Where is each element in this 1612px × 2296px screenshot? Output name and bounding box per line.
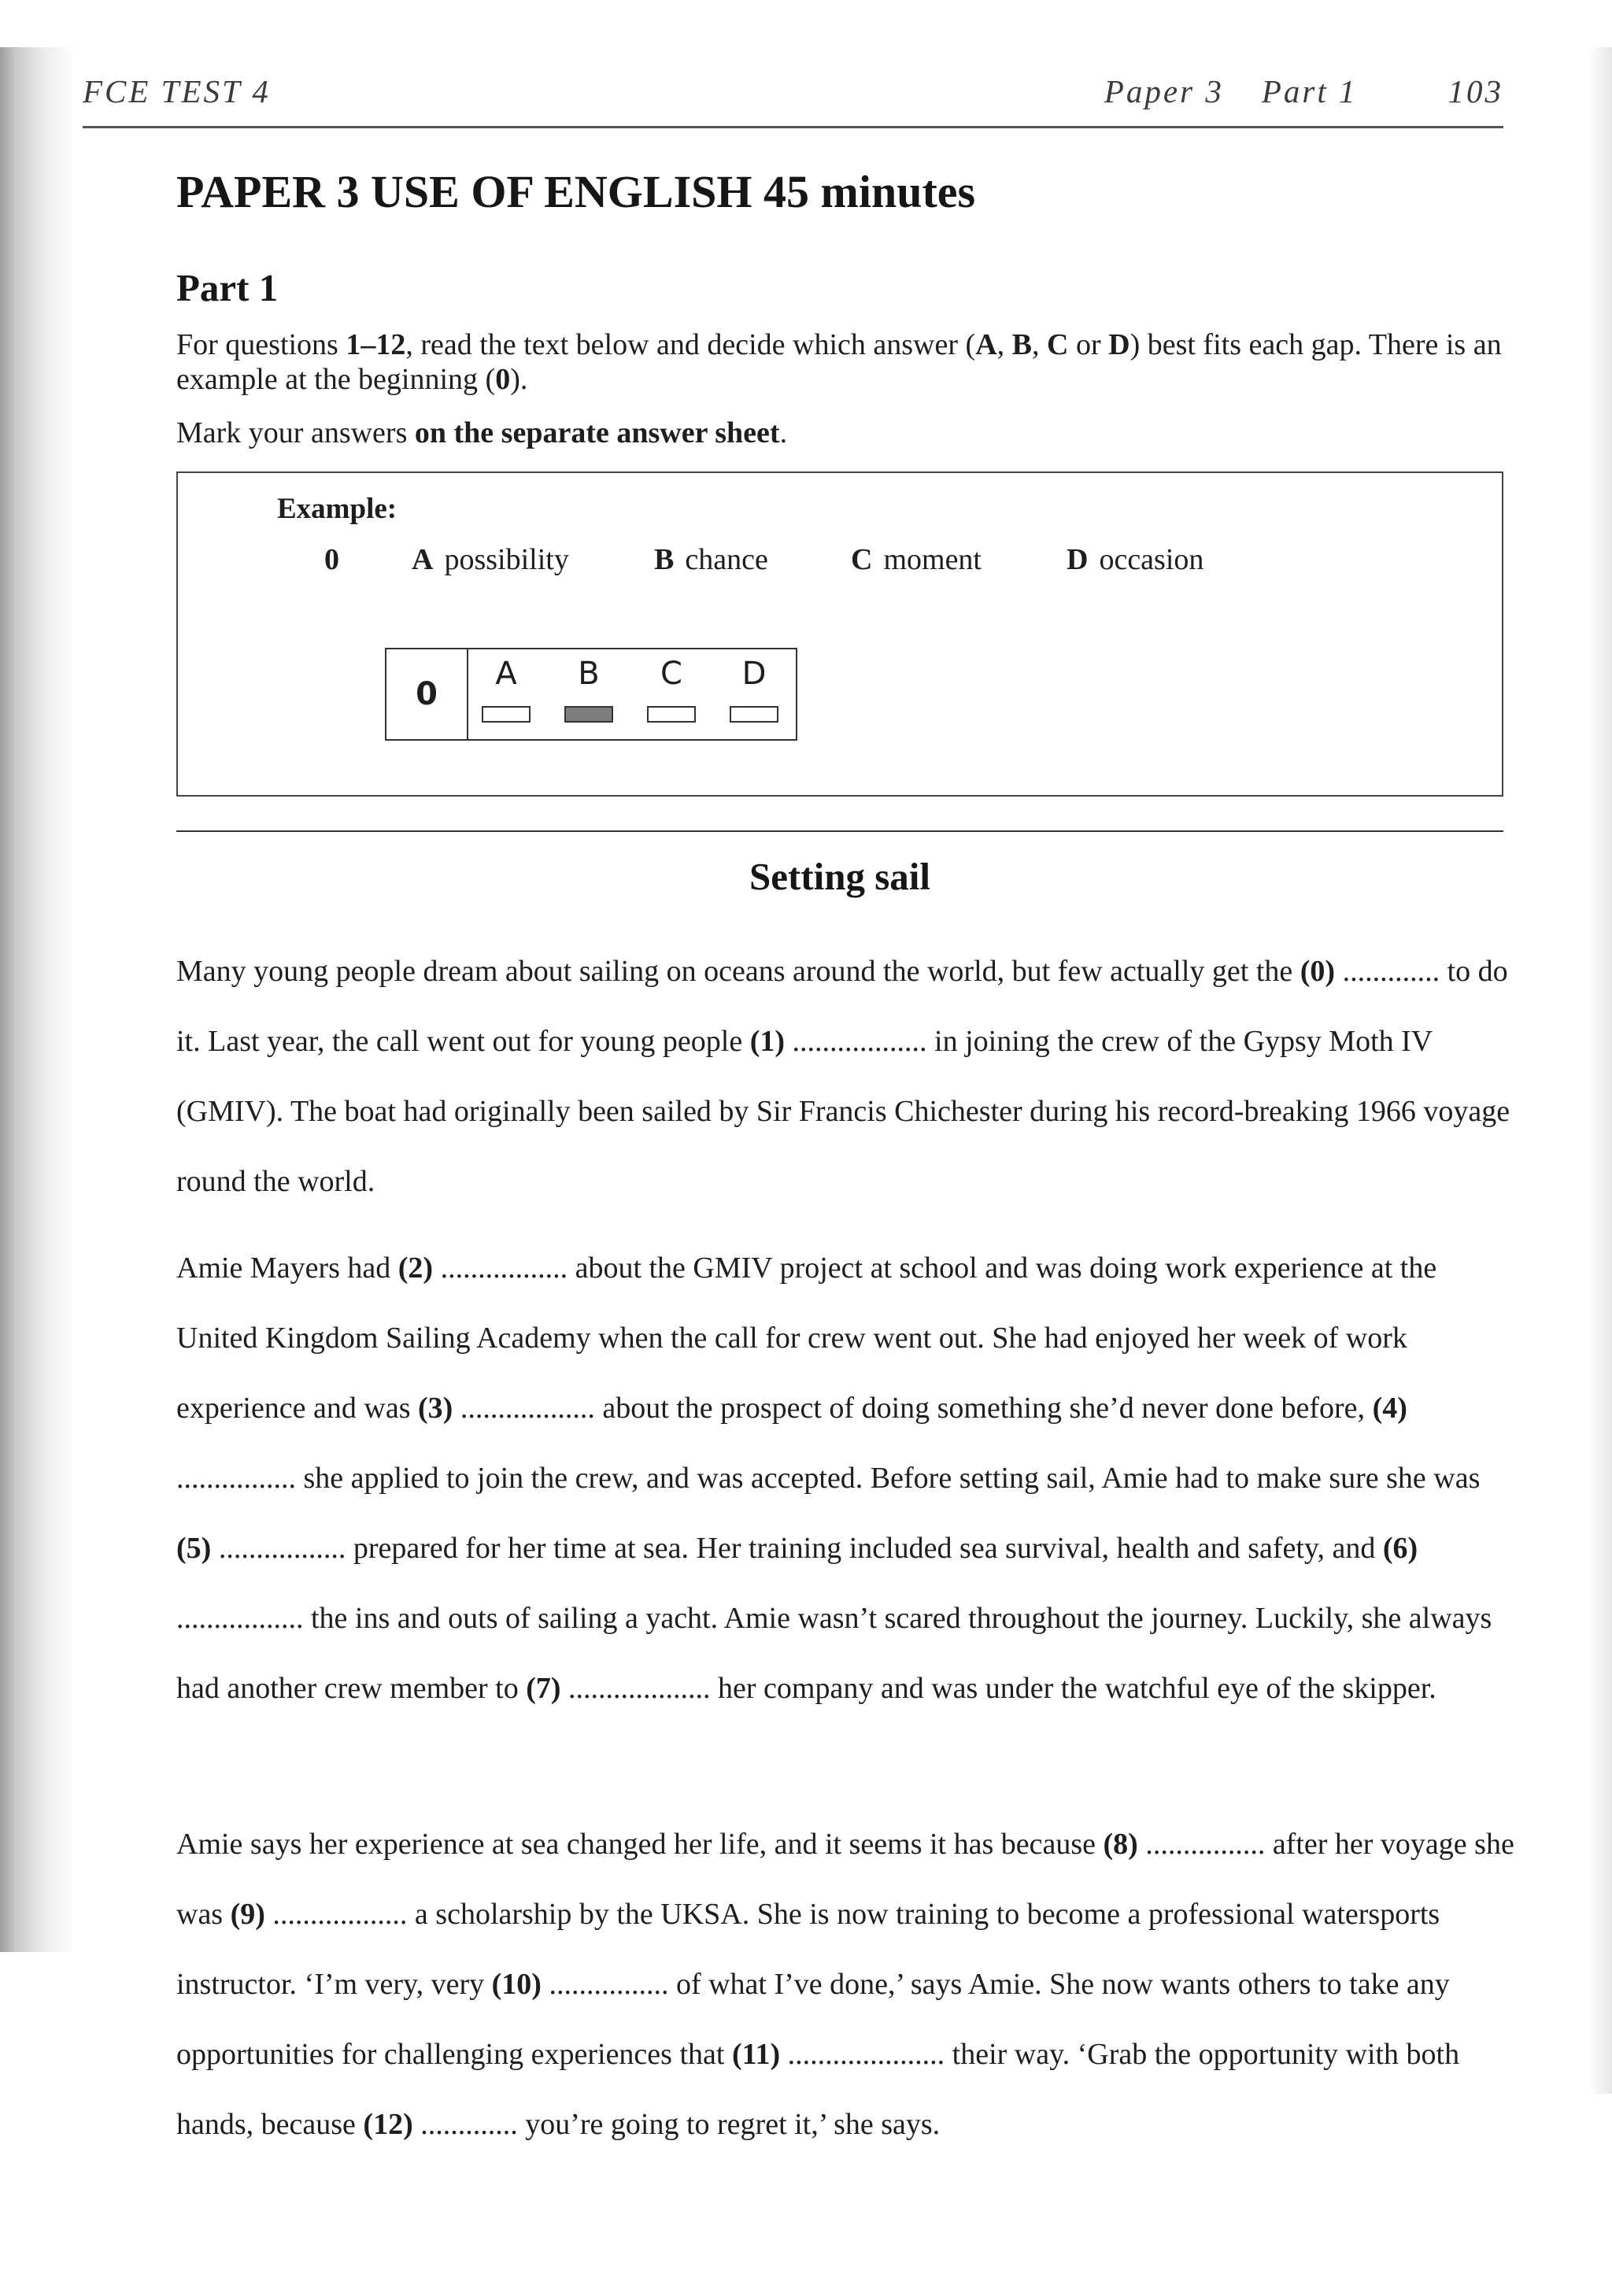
gap-12: (12) [363, 2108, 413, 2141]
gap-8: (8) [1103, 1828, 1138, 1861]
scan-edge-shadow [1590, 47, 1612, 2094]
header-rule [83, 126, 1503, 128]
answer-grid-column-c: C [640, 656, 703, 723]
example-option-c: C moment [851, 543, 982, 576]
gap-0: (0) [1300, 955, 1336, 988]
gap-5: (5) [176, 1532, 212, 1565]
gap-4: (4) [1372, 1392, 1407, 1425]
part-heading: Part 1 [176, 266, 279, 309]
gap-6: (6) [1382, 1532, 1418, 1565]
gap-11: (11) [731, 2038, 781, 2071]
instructions-answer-sheet: Mark your answers on the separate answer sheet. [176, 416, 788, 449]
example-options [178, 542, 1502, 580]
scan-binding-shadow [0, 47, 75, 1952]
running-head [83, 72, 1503, 120]
answer-mark-d [730, 706, 778, 723]
answer-grid-number: 0 [386, 649, 468, 739]
example-number: 0 [324, 543, 339, 576]
running-head-right [1067, 72, 1503, 110]
instructions-questions: For questions 1–12, read the text below and decide which answer (A, B, C or D) best fits each gap. There is an example at the beginning (0). [176, 328, 1502, 396]
answer-grid-column-d: D [723, 656, 786, 723]
answer-mark-c [647, 706, 696, 723]
answer-mark-a [482, 706, 531, 723]
example-option-d: D occasion [1067, 543, 1204, 576]
gap-9: (9) [230, 1898, 265, 1931]
gap-7: (7) [526, 1672, 561, 1705]
text-paragraph-3: Amie says her experience at sea changed her life, and it seems it has because (8) ................ after her voyage she was (9) .................. a scholarship by the UKSA. She is now training to become a professional watersports instructor. ‘I’m very, very (10) ................ of what I’ve done,’ says Amie. She now wants others to take any opportunities for challenging experiences that (11) ..................... their way. ‘Grab the opportunity with both hands, because (12) ............. you’re going to regret it,’ she says. [176, 1828, 1514, 2141]
page-title: PAPER 3 USE OF ENGLISH 45 minutes [176, 166, 976, 217]
example-option-a: A possibility [412, 543, 569, 576]
section-rule [176, 830, 1503, 832]
part-label: Part 1 [1261, 73, 1358, 109]
gap-2: (2) [397, 1252, 434, 1285]
answer-grid-column-a: A [475, 656, 538, 723]
answer-mark-b [564, 706, 613, 723]
example-box [176, 471, 1503, 797]
example-label: Example: [277, 493, 397, 525]
page-number: 103 [1447, 73, 1503, 109]
test-label: FCE TEST 4 [83, 73, 271, 109]
gap-10: (10) [491, 1968, 542, 2001]
text-title: Setting sail [749, 855, 931, 898]
text-paragraph-2: Amie Mayers had (2) ................. about the GMIV project at school and was doing work experience at the United Kingdom Sailing Academy when the call for crew went out. She had enjoyed her week of work experience and was (3) .................. about the prospect of doing something she’d never done before, (4) ................ she applied to join the crew, and was accepted. Before setting sail, Amie had to make sure she was (5) ................. prepared for her time at sea. Her training included sea survival, health and safety, and (6) ................. the ins and outs of sailing a yacht. Amie wasn’t scared throughout the journey. Luckily, she always had another crew member to (7) ................... her company and was under the watchful eye of the skipper. [176, 1252, 1492, 1705]
example-option-b: B chance [654, 543, 768, 576]
gap-1: (1) [749, 1025, 786, 1058]
text-paragraph-1: Many young people dream about sailing on oceans around the world, but few actually get the (0) ............. to do it. Last year, the call went out for young people (1) .................. in joining the crew of the Gypsy Moth IV (GMIV). The boat had originally been sailed by Sir Francis Chichester during his record-breaking 1966 voyage round the world. [176, 955, 1510, 1198]
answer-grid-column-b: B [557, 656, 620, 723]
paper-label: Paper 3 [1104, 73, 1224, 109]
gap-3: (3) [418, 1392, 453, 1425]
answer-grid [385, 648, 797, 741]
